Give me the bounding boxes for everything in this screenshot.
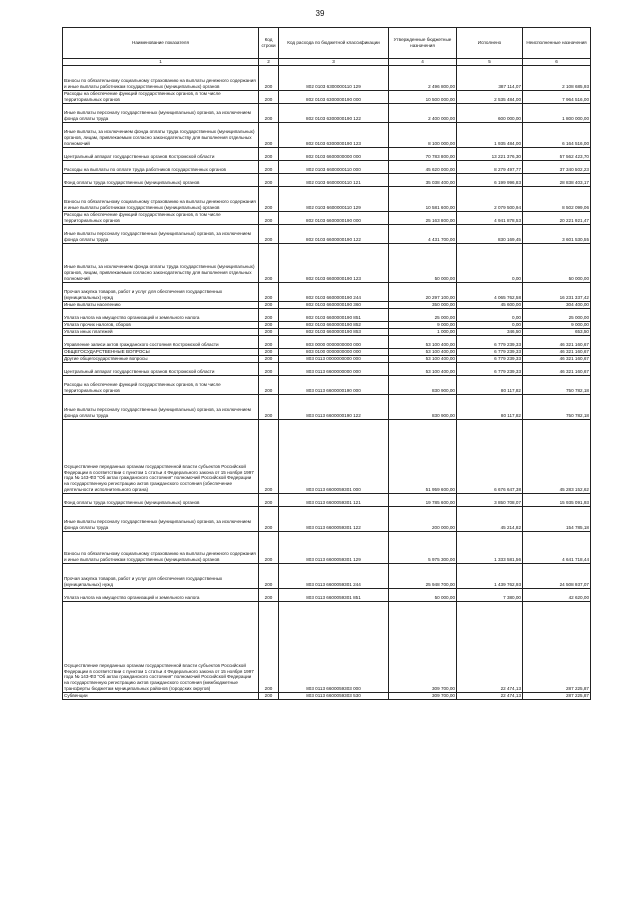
executed-amount: 3 850 708,07 <box>457 494 523 507</box>
approved-amount: 309 700,00 <box>389 602 457 693</box>
executed-amount: 600 000,00 <box>457 104 523 123</box>
budget-execution-table <box>62 27 591 700</box>
budget-code: 802 0103 6600000190 851 <box>279 309 389 322</box>
table-row <box>63 376 591 395</box>
approved-amount: 350 000,00 <box>389 302 457 309</box>
line-code: 200 <box>259 507 279 532</box>
approved-amount: 20 297 100,00 <box>389 283 457 302</box>
unexecuted-amount: 46 321 160,67 <box>523 356 591 363</box>
line-code: 200 <box>259 602 279 693</box>
line-code: 200 <box>259 395 279 420</box>
approved-amount: 8 100 000,00 <box>389 123 457 148</box>
line-code: 200 <box>259 309 279 322</box>
line-code: 200 <box>259 363 279 376</box>
indicator-name: Уплата иных платежей <box>63 329 259 336</box>
table-row <box>63 602 591 693</box>
indicator-name: Взносы по обязательному социальному страхованию на выплаты денежного содержания и иные выплаты работникам государственных (муниципальных) органов <box>63 187 259 212</box>
budget-code: 802 0103 6600000190 244 <box>279 283 389 302</box>
unexecuted-amount: 750 782,18 <box>523 376 591 395</box>
executed-amount: 6 199 996,83 <box>457 174 523 187</box>
header-line-code: Код строки <box>259 28 279 59</box>
line-code: 200 <box>259 322 279 329</box>
unexecuted-amount: 46 321 160,67 <box>523 336 591 349</box>
unexecuted-amount: 24 508 937,07 <box>523 564 591 589</box>
budget-code: 803 0100 0000000000 000 <box>279 349 389 356</box>
executed-amount: 830 169,45 <box>457 225 523 244</box>
approved-amount: 51 959 600,00 <box>389 420 457 494</box>
unexecuted-amount: 42 620,00 <box>523 589 591 602</box>
header-executed: Исполнено <box>457 28 523 59</box>
budget-code: 802 0103 6300000190 123 <box>279 123 389 148</box>
indicator-name: Взносы по обязательному социальному страхованию на выплаты денежного содержания и иные выплаты работникам государственных (муниципальных) органов <box>63 532 259 564</box>
budget-code: 802 0103 6600000190 852 <box>279 322 389 329</box>
table-row <box>63 244 591 283</box>
executed-amount: 22 474,13 <box>457 693 523 700</box>
budget-code: 803 0113 6600059303 530 <box>279 693 389 700</box>
column-number: 6 <box>523 59 591 66</box>
approved-amount: 50 000,00 <box>389 589 457 602</box>
column-number-row <box>63 59 591 66</box>
unexecuted-amount: 46 321 160,67 <box>523 363 591 376</box>
table-row <box>63 225 591 244</box>
indicator-name: Уплата налога на имущество организаций и земельного налога <box>63 309 259 322</box>
table-row <box>63 148 591 161</box>
executed-amount: 1 935 484,00 <box>457 123 523 148</box>
line-code: 200 <box>259 91 279 104</box>
unexecuted-amount: 3 601 530,55 <box>523 225 591 244</box>
executed-amount: 4 941 878,53 <box>457 212 523 225</box>
indicator-name: Фонд оплаты труда государственных (муниципальных) органов <box>63 494 259 507</box>
approved-amount: 5 975 300,00 <box>389 532 457 564</box>
approved-amount: 45 620 000,00 <box>389 161 457 174</box>
table-row <box>63 395 591 420</box>
approved-amount: 200 000,00 <box>389 507 457 532</box>
table-row <box>63 91 591 104</box>
approved-amount: 53 100 400,00 <box>389 349 457 356</box>
budget-code: 803 0113 6600000000 000 <box>279 363 389 376</box>
executed-amount: 6 779 239,33 <box>457 336 523 349</box>
column-number: 1 <box>63 59 259 66</box>
indicator-name: Расходы на обеспечение функций государственных органов, в том числе территориальных органов <box>63 91 259 104</box>
approved-amount: 53 100 400,00 <box>389 356 457 363</box>
approved-amount: 4 431 700,00 <box>389 225 457 244</box>
line-code: 200 <box>259 244 279 283</box>
table-row <box>63 322 591 329</box>
column-number: 5 <box>457 59 523 66</box>
line-code: 200 <box>259 589 279 602</box>
table-body <box>63 66 591 700</box>
line-code: 200 <box>259 161 279 174</box>
page-number: 39 <box>315 9 325 18</box>
indicator-name: Прочая закупка товаров, работ и услуг для обеспечения государственных (муниципальных) нужд <box>63 564 259 589</box>
unexecuted-amount: 154 785,18 <box>523 507 591 532</box>
approved-amount: 2 400 000,00 <box>389 104 457 123</box>
indicator-name: Уплата налога на имущество организаций и земельного налога <box>63 589 259 602</box>
unexecuted-amount: 25 000,00 <box>523 309 591 322</box>
budget-code: 802 0103 6600000190 000 <box>279 212 389 225</box>
unexecuted-amount: 287 225,87 <box>523 602 591 693</box>
indicator-name: Иные выплаты персоналу государственных (муниципальных) органов, за исключением фонда оплаты труда <box>63 395 259 420</box>
line-code: 200 <box>259 148 279 161</box>
table-row <box>63 329 591 336</box>
header-unexecuted: Неисполненные назначения <box>523 28 591 59</box>
executed-amount: 2 079 500,94 <box>457 187 523 212</box>
executed-amount: 80 117,82 <box>457 395 523 420</box>
indicator-name: Расходы на обеспечение функций государственных органов, в том числе территориальных органов <box>63 212 259 225</box>
table-row <box>63 507 591 532</box>
approved-amount: 25 000,00 <box>389 309 457 322</box>
line-code: 200 <box>259 532 279 564</box>
table-row <box>63 302 591 309</box>
approved-amount: 35 038 400,00 <box>389 174 457 187</box>
indicator-name: Прочая закупка товаров, работ и услуг для обеспечения государственных (муниципальных) нужд <box>63 283 259 302</box>
budget-code: 803 0113 6600000190 122 <box>279 395 389 420</box>
executed-amount: 1 333 581,56 <box>457 532 523 564</box>
line-code: 200 <box>259 693 279 700</box>
budget-code: 803 0113 6600059301 122 <box>279 507 389 532</box>
budget-code: 803 0113 0000000000 000 <box>279 356 389 363</box>
line-code: 200 <box>259 420 279 494</box>
indicator-name: Центральный аппарат государственных органов Костромской области <box>63 363 259 376</box>
approved-amount: 25 948 700,00 <box>389 564 457 589</box>
indicator-name: Иные выплаты, за исключением фонда оплаты труда государственных (муниципальных) органов, лицам, привлекаемым согласно законодательству для выполнения отдельных полномочий <box>63 244 259 283</box>
table-row <box>63 693 591 700</box>
budget-code: 802 0103 6600000110 000 <box>279 161 389 174</box>
table-row <box>63 363 591 376</box>
line-code: 200 <box>259 329 279 336</box>
table-row <box>63 532 591 564</box>
line-code: 200 <box>259 494 279 507</box>
budget-code: 802 0103 6600000190 123 <box>279 244 389 283</box>
line-code: 200 <box>259 283 279 302</box>
table-row <box>63 174 591 187</box>
unexecuted-amount: 15 935 091,93 <box>523 494 591 507</box>
table-row <box>63 494 591 507</box>
line-code: 200 <box>259 302 279 309</box>
budget-code: 802 0103 6300000190 000 <box>279 91 389 104</box>
budget-code: 802 0103 6300000190 122 <box>279 104 389 123</box>
approved-amount: 10 581 600,00 <box>389 187 457 212</box>
budget-code: 802 0103 6600000190 360 <box>279 302 389 309</box>
executed-amount: 6 779 239,33 <box>457 349 523 356</box>
executed-amount: 7 380,00 <box>457 589 523 602</box>
approved-amount: 70 783 800,00 <box>389 148 457 161</box>
approved-amount: 19 785 600,00 <box>389 494 457 507</box>
table-row <box>63 104 591 123</box>
table-header-row <box>63 28 591 59</box>
line-code: 200 <box>259 564 279 589</box>
executed-amount: 80 117,82 <box>457 376 523 395</box>
table-row <box>63 66 591 91</box>
approved-amount: 2 496 800,00 <box>389 66 457 91</box>
budget-code: 802 0103 6600000110 121 <box>279 174 389 187</box>
line-code: 200 <box>259 212 279 225</box>
table-row <box>63 187 591 212</box>
indicator-name: Иные выплаты персоналу государственных (муниципальных) органов, за исключением фонда оплаты труда <box>63 507 259 532</box>
unexecuted-amount: 653,50 <box>523 329 591 336</box>
indicator-name: Центральный аппарат государственных органов Костромской области <box>63 148 259 161</box>
table-row <box>63 420 591 494</box>
approved-amount: 830 900,00 <box>389 395 457 420</box>
header-budget-code: Код расхода по бюджетной классификации <box>279 28 389 59</box>
unexecuted-amount: 287 225,87 <box>523 693 591 700</box>
unexecuted-amount: 16 231 337,42 <box>523 283 591 302</box>
indicator-name: Другие общегосударственные вопросы <box>63 356 259 363</box>
approved-amount: 50 000,00 <box>389 244 457 283</box>
executed-amount: 2 535 484,00 <box>457 91 523 104</box>
indicator-name: Расходы на обеспечение функций государственных органов, в том числе территориальных органов <box>63 376 259 395</box>
budget-code: 803 0113 6600059301 244 <box>279 564 389 589</box>
indicator-name: Иные выплаты персоналу государственных (муниципальных) органов, за исключением фонда оплаты труда <box>63 104 259 123</box>
executed-amount: 6 676 647,38 <box>457 420 523 494</box>
budget-code: 802 0103 6600000190 853 <box>279 329 389 336</box>
indicator-name: Управление записи актов гражданского состояния Костромской области <box>63 336 259 349</box>
unexecuted-amount: 7 964 516,00 <box>523 91 591 104</box>
executed-amount: 8 279 497,77 <box>457 161 523 174</box>
unexecuted-amount: 28 838 403,17 <box>523 174 591 187</box>
unexecuted-amount: 750 782,18 <box>523 395 591 420</box>
indicator-name: Иные выплаты, за исключением фонда оплаты труда государственных (муниципальных) органов, лицам, привлекаемым согласно законодательству для выполнения отдельных полномочий <box>63 123 259 148</box>
budget-code: 802 0103 6600000000 000 <box>279 148 389 161</box>
unexecuted-amount: 37 340 502,23 <box>523 161 591 174</box>
budget-code: 802 0103 6600000190 122 <box>279 225 389 244</box>
approved-amount: 53 100 400,00 <box>389 336 457 349</box>
line-code: 200 <box>259 376 279 395</box>
budget-code: 802 0103 6300000110 129 <box>279 66 389 91</box>
executed-amount: 22 474,13 <box>457 602 523 693</box>
unexecuted-amount: 50 000,00 <box>523 244 591 283</box>
table-row <box>63 283 591 302</box>
executed-amount: 45 600,00 <box>457 302 523 309</box>
unexecuted-amount: 8 502 099,06 <box>523 187 591 212</box>
table-row <box>63 349 591 356</box>
indicator-name: ОБЩЕГОСУДАРСТВЕННЫЕ ВОПРОСЫ <box>63 349 259 356</box>
budget-code: 803 0113 6600059301 121 <box>279 494 389 507</box>
line-code: 200 <box>259 187 279 212</box>
table-row <box>63 336 591 349</box>
executed-amount: 387 114,07 <box>457 66 523 91</box>
executed-amount: 1 439 762,93 <box>457 564 523 589</box>
budget-code: 803 0113 6600059301 851 <box>279 589 389 602</box>
header-approved: Утвержденные бюджетные назначения <box>389 28 457 59</box>
budget-code: 803 0113 6600000190 000 <box>279 376 389 395</box>
column-number: 4 <box>389 59 457 66</box>
approved-amount: 309 700,00 <box>389 693 457 700</box>
line-code: 200 <box>259 356 279 363</box>
approved-amount: 53 100 400,00 <box>389 363 457 376</box>
column-number: 2 <box>259 59 279 66</box>
indicator-name: Осуществление переданных органам государственной власти субъектов Российской Федерации в соответствии с пунктом 1 статьи 4 Федерального закона от 15 ноября 1997 года № 143-ФЗ "Об актах гражданского состояния" полномочий Российской Федерации на государственную регистрацию актов гражданского состояния (межбюджетные трансферты бюджетам муниципальных районов (городских округов) <box>63 602 259 693</box>
line-code: 200 <box>259 174 279 187</box>
executed-amount: 0,00 <box>457 322 523 329</box>
budget-code: 803 0113 6600059303 000 <box>279 602 389 693</box>
budget-code: 802 0103 6600000110 129 <box>279 187 389 212</box>
table-row <box>63 589 591 602</box>
unexecuted-amount: 2 108 685,93 <box>523 66 591 91</box>
executed-amount: 0,00 <box>457 244 523 283</box>
unexecuted-amount: 45 283 152,62 <box>523 420 591 494</box>
budget-code: 803 0113 6600059301 000 <box>279 420 389 494</box>
unexecuted-amount: 46 321 160,67 <box>523 349 591 356</box>
executed-amount: 346,50 <box>457 329 523 336</box>
indicator-name: Уплата прочих налогов, сборов <box>63 322 259 329</box>
unexecuted-amount: 9 000,00 <box>523 322 591 329</box>
unexecuted-amount: 20 221 921,47 <box>523 212 591 225</box>
line-code: 200 <box>259 66 279 91</box>
table-row <box>63 309 591 322</box>
table-row <box>63 161 591 174</box>
executed-amount: 6 779 239,33 <box>457 356 523 363</box>
unexecuted-amount: 304 400,00 <box>523 302 591 309</box>
line-code: 200 <box>259 123 279 148</box>
approved-amount: 10 500 000,00 <box>389 91 457 104</box>
line-code: 200 <box>259 104 279 123</box>
budget-code: 803 0113 6600059301 129 <box>279 532 389 564</box>
indicator-name: Осуществление переданных органам государственной власти субъектов Российской Федерации в соответствии с пунктом 1 статьи 4 Федерального закона от 15 ноября 1997 года № 143-ФЗ "Об актах гражданского состояния" полномочий Российской Федерации на государственную регистрацию актов гражданского состояния (обеспечение деятельности исполнительного органа) <box>63 420 259 494</box>
indicator-name: Расходы на выплаты по оплате труда работников государственных органов <box>63 161 259 174</box>
table-row <box>63 564 591 589</box>
executed-amount: 13 221 376,30 <box>457 148 523 161</box>
approved-amount: 25 163 800,00 <box>389 212 457 225</box>
line-code: 200 <box>259 225 279 244</box>
approved-amount: 9 000,00 <box>389 322 457 329</box>
line-code: 200 <box>259 336 279 349</box>
unexecuted-amount: 4 641 718,44 <box>523 532 591 564</box>
table-row <box>63 212 591 225</box>
indicator-name: Иные выплаты населению <box>63 302 259 309</box>
table-row <box>63 123 591 148</box>
approved-amount: 830 900,00 <box>389 376 457 395</box>
indicator-name: Иные выплаты персоналу государственных (муниципальных) органов, за исключением фонда оплаты труда <box>63 225 259 244</box>
executed-amount: 45 214,82 <box>457 507 523 532</box>
executed-amount: 4 065 762,58 <box>457 283 523 302</box>
approved-amount: 1 000,00 <box>389 329 457 336</box>
unexecuted-amount: 57 562 423,70 <box>523 148 591 161</box>
budget-code: 803 0000 0000000000 000 <box>279 336 389 349</box>
line-code: 200 <box>259 349 279 356</box>
unexecuted-amount: 6 164 516,00 <box>523 123 591 148</box>
indicator-name: Субвенции <box>63 693 259 700</box>
executed-amount: 0,00 <box>457 309 523 322</box>
table-row <box>63 356 591 363</box>
unexecuted-amount: 1 800 000,00 <box>523 104 591 123</box>
indicator-name: Взносы по обязательному социальному страхованию на выплаты денежного содержания и иные выплаты работникам государственных (муниципальных) органов <box>63 66 259 91</box>
header-name: Наименование показателя <box>63 28 259 59</box>
column-number: 3 <box>279 59 389 66</box>
indicator-name: Фонд оплаты труда государственных (муниципальных) органов <box>63 174 259 187</box>
executed-amount: 6 779 239,33 <box>457 363 523 376</box>
